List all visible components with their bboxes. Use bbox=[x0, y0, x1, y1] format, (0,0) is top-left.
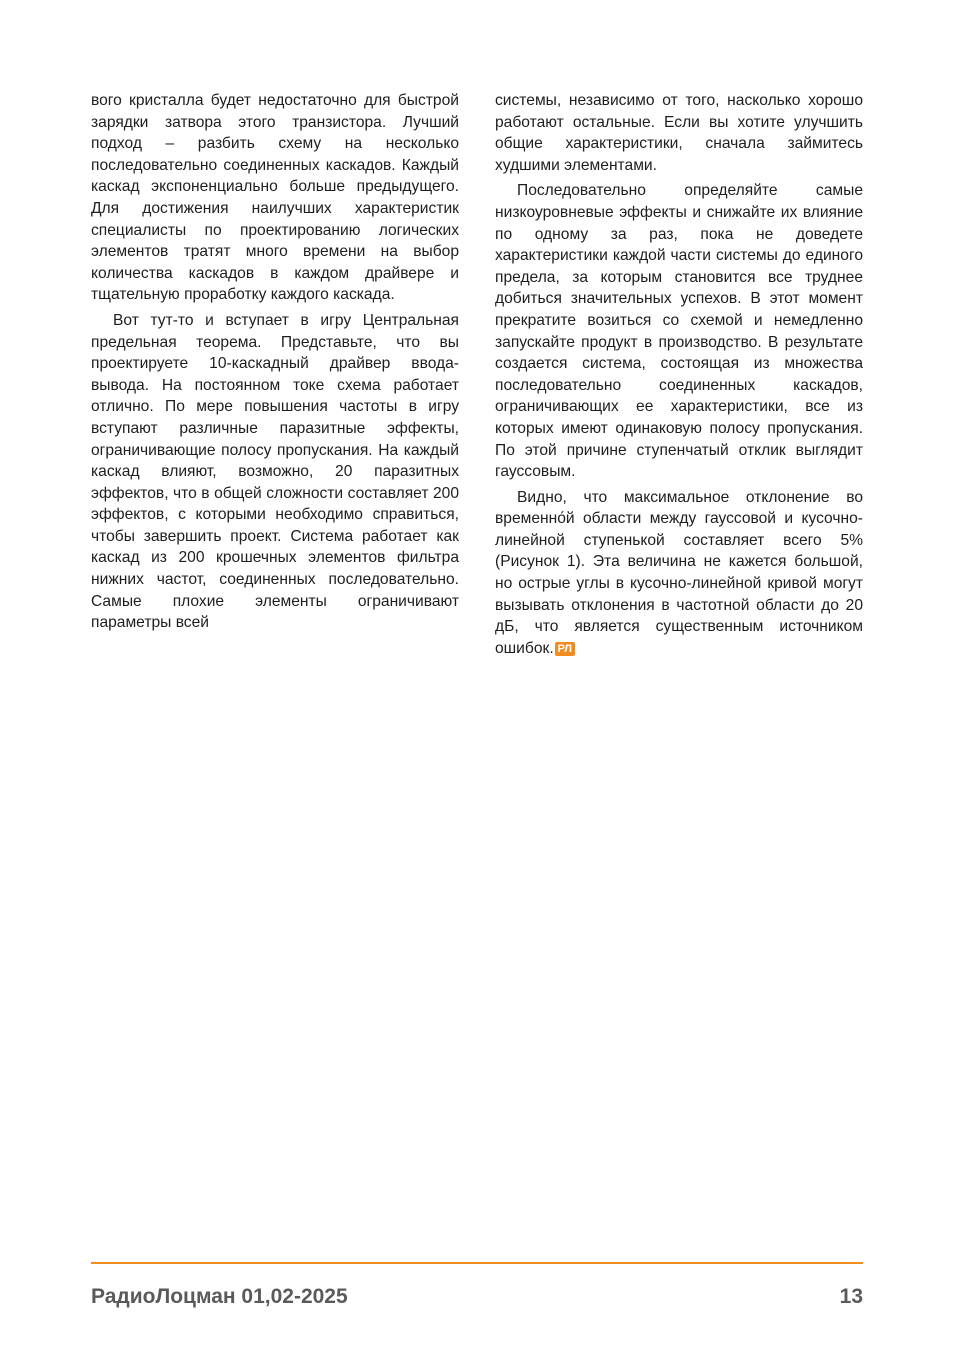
left-column bbox=[91, 90, 459, 638]
paragraph: системы, независимо от того, насколько хорошо работают остальные. Если вы хотите улучшить общие характеристики, сначала займитесь худшими элементами. bbox=[495, 92, 863, 174]
paragraph: Вот тут-то и вступает в игру Центральная предельная теорема. Представьте, что вы проектируете 10-каскадный драйвер ввода-вывода. На постоянном токе схема работает отлично. По мере повышения частоты в игру вступают различные паразитные эффекты, ограничивающие полосу пропускания. На каждый каскад влияют, возможно, 20 паразитных эффектов, что в общей сложности составляет 200 эффектов, с которыми необходимо справиться, чтобы завершить проект. Система работает как каскад из 200 крошечных элементов фильтра нижних частот, соединенных последовательно. Самые плохие элементы ограничивают параметры всей bbox=[91, 311, 459, 632]
right-column bbox=[495, 90, 863, 663]
paragraph-last bbox=[495, 487, 863, 660]
paragraph: Последовательно определяйте самые низкоуровневые эффекты и снижайте их влияние по одному за раз, пока не доведете характеристики каждой части системы до единого предела, за которым становится все труднее добиться значительных успехов. В этот момент прекратите возиться со схемой и немедленно запускайте продукт в производство. В результате создается система, состоящая из множества последовательно соединенных каскадов, ограничивающих ее характеристики, все из которых имеют одинаковую полосу пропускания. По этой причине ступенчатый отклик выглядит гауссовым. bbox=[495, 182, 863, 481]
footer-divider bbox=[91, 1262, 863, 1264]
radiolocman-logo-badge: РЛ bbox=[555, 642, 575, 656]
footer-publication: РадиоЛоцман 01,02-2025 bbox=[91, 1285, 348, 1308]
paragraph: вого кристалла будет недостаточно для быстрой зарядки затвора этого транзистора. Лучший подход – разбить схему на несколько последовательно соединенных каскадов. Каждый каскад экспоненциально больше предыдущего. Для достижения наилучших характеристик специалисты по проектированию логических элементов тратят много времени на выбор количества каскадов в каждом драйвере и тщательную проработку каждого каскада. bbox=[91, 92, 459, 304]
page-number: 13 bbox=[839, 1285, 863, 1308]
paragraph-text: Видно, что максимальное отклонение во временно́й области между гауссовой и кусочно-линейной ступенькой составляет всего 5% (Рисунок 1). Эта величина не кажется большой, но острые углы в кусочно-линейной кривой могут вызывать отклонения в частотной области до 20 дБ, что является существенным источником ошибок. bbox=[495, 488, 863, 657]
